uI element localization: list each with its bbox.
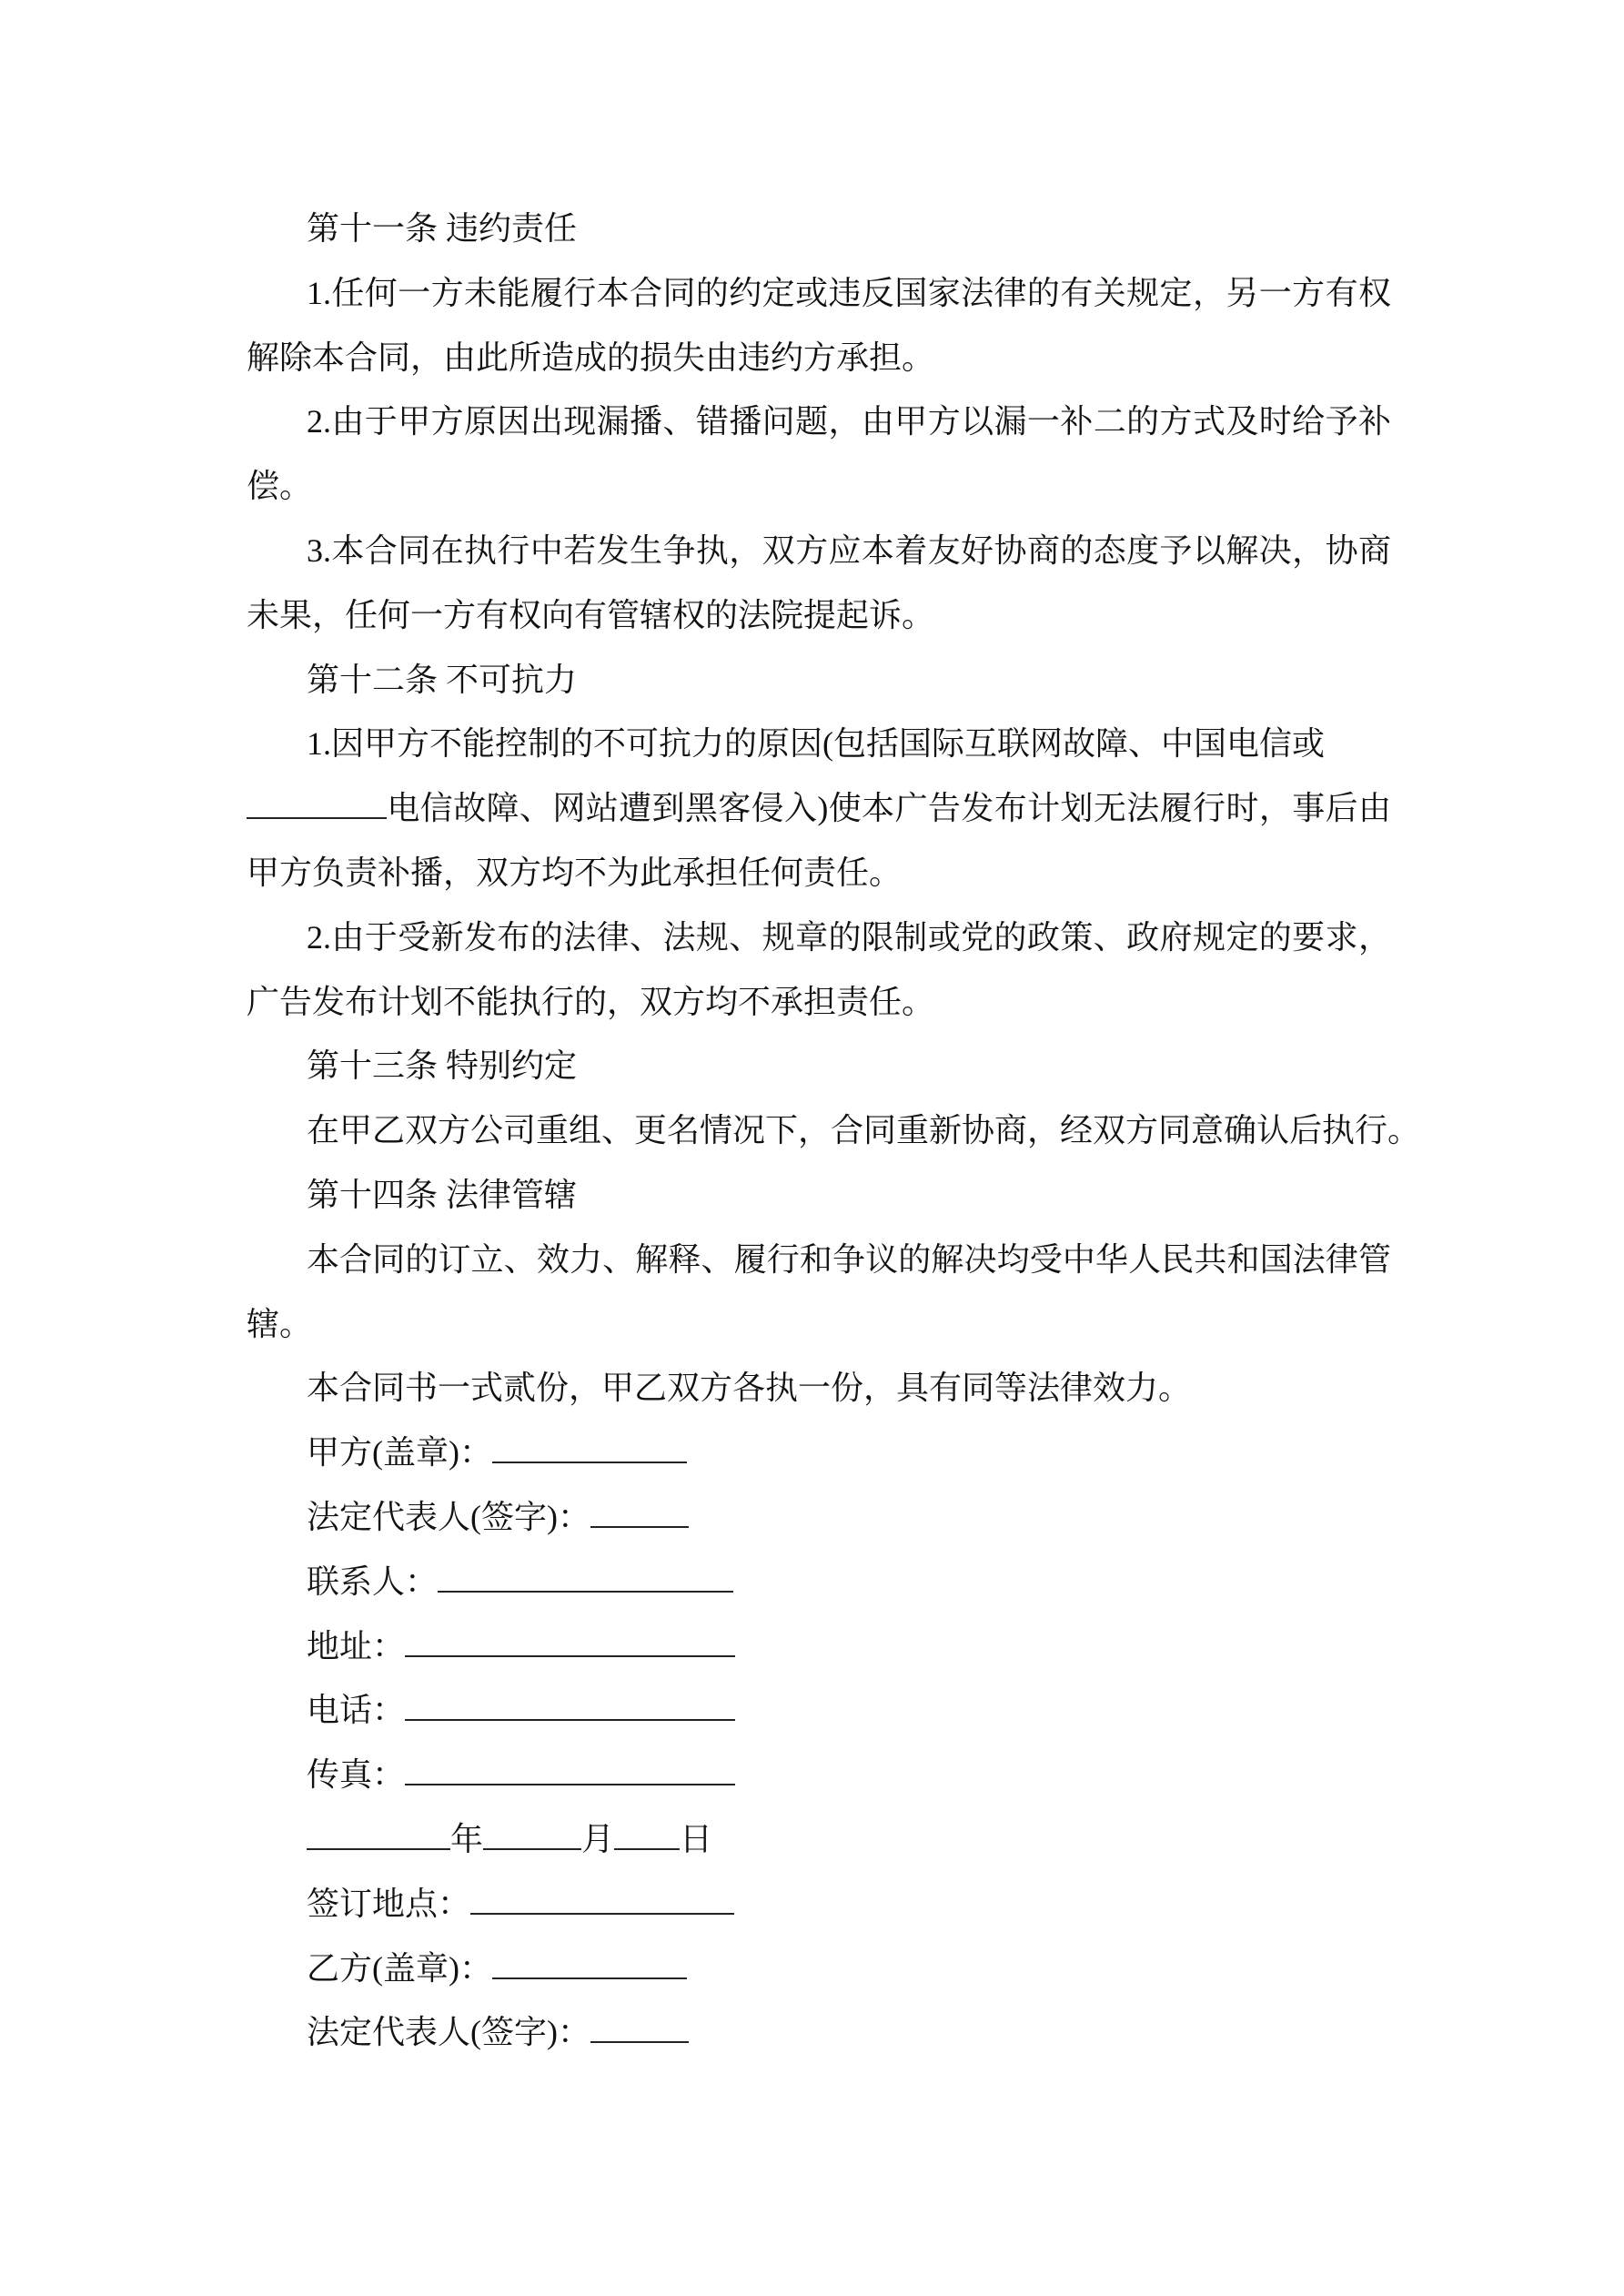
article-13-title: 第十三条 特别约定 [307,1047,578,1085]
article-14-title: 第十四条 法律管辖 [307,1176,578,1213]
phone-field [247,1678,1391,1743]
article-12-clause-1-line: 1.因甲方不能控制的不可抗力的原因(包括国际互联网故障、中国电信或 [307,725,1325,763]
article-11-clause-1-line: 解除本合同，由此所造成的损失由违约方承担。 [247,339,935,376]
blank-line [438,1563,733,1593]
blank-line [492,1950,687,1979]
contract-page [247,197,1421,2065]
blank-line [470,1886,734,1915]
blank-line [590,2014,689,2043]
field-label: 法定代表人(签字)： [307,2014,590,2051]
month-label: 月 [581,1820,615,1857]
article-13-text: 在甲乙双方公司重组、更名情况下，合同重新协商，经双方同意确认后执行。 [307,1112,1421,1149]
field-label: 签订地点： [307,1885,471,1922]
article-14-text-line: 本合同的订立、效力、解释、履行和争议的解决均受中华人民共和国法律管 [307,1240,1391,1278]
article-12-clause-2-line: 2.由于受新发布的法律、法规、规章的限制或党的政策、政府规定的要求， [307,918,1391,956]
article-11-clause-2-line: 偿。 [247,468,313,505]
day-label: 日 [680,1820,713,1857]
article-11-clause-3-line: 3.本合同在执行中若发生争执，双方应本着友好协商的态度予以解决，协商 [307,531,1391,569]
article-11-clause-3-line: 未果，任何一方有权向有管辖权的法院提起诉。 [247,596,935,633]
contact-field [247,1550,1391,1614]
party-a-seal-field [247,1421,1391,1485]
field-label: 传真： [307,1756,406,1794]
copies-statement: 本合同书一式贰份，甲乙双方各执一份，具有同等法律效力。 [307,1370,1192,1407]
blank-line [307,1821,450,1850]
article-12-clause-1-text: 电信故障、网站遭到黑客侵入)使本广告发布计划无法履行时，事后由 [387,790,1391,827]
signing-place-field [247,1872,1391,1937]
article-12-clause-1-line: 甲方负责补播，双方均不为此承担任何责任。 [247,854,903,891]
blank-line [590,1499,689,1528]
year-label: 年 [450,1820,484,1857]
article-12-clause-1-line-2 [247,776,1391,841]
article-11-title: 第十一条 违约责任 [307,210,578,247]
article-11-clause-2-line: 2.由于甲方原因出现漏播、错播问题，由甲方以漏一补二的方式及时给予补 [307,403,1391,440]
party-b-seal-field [247,1937,1391,2001]
blank-line [405,1756,735,1785]
blank-line [492,1434,687,1463]
party-b-rep-field [247,2000,1391,2065]
field-label: 法定代表人(签字)： [307,1498,590,1535]
fax-field [247,1743,1391,1807]
blank-line [614,1821,680,1850]
field-label: 乙方(盖章)： [307,1949,492,1987]
address-field [247,1614,1391,1679]
blank-line [483,1821,581,1850]
article-11-clause-1-line: 1.任何一方未能履行本合同的约定或违反国家法律的有关规定，另一方有权 [307,274,1391,311]
article-12-title: 第十二条 不可抗力 [307,661,578,698]
party-a-rep-field [247,1485,1391,1550]
field-label: 电话： [307,1692,406,1729]
field-label: 甲方(盖章)： [307,1434,492,1472]
blank-line [405,1628,735,1657]
date-field [247,1807,1391,1872]
field-label: 联系人： [307,1563,439,1600]
field-label: 地址： [307,1627,406,1664]
blank-line [247,790,387,819]
article-14-text-line: 辖。 [247,1305,313,1342]
blank-line [405,1692,735,1721]
article-12-clause-2-line: 广告发布计划不能执行的，双方均不承担责任。 [247,983,935,1020]
